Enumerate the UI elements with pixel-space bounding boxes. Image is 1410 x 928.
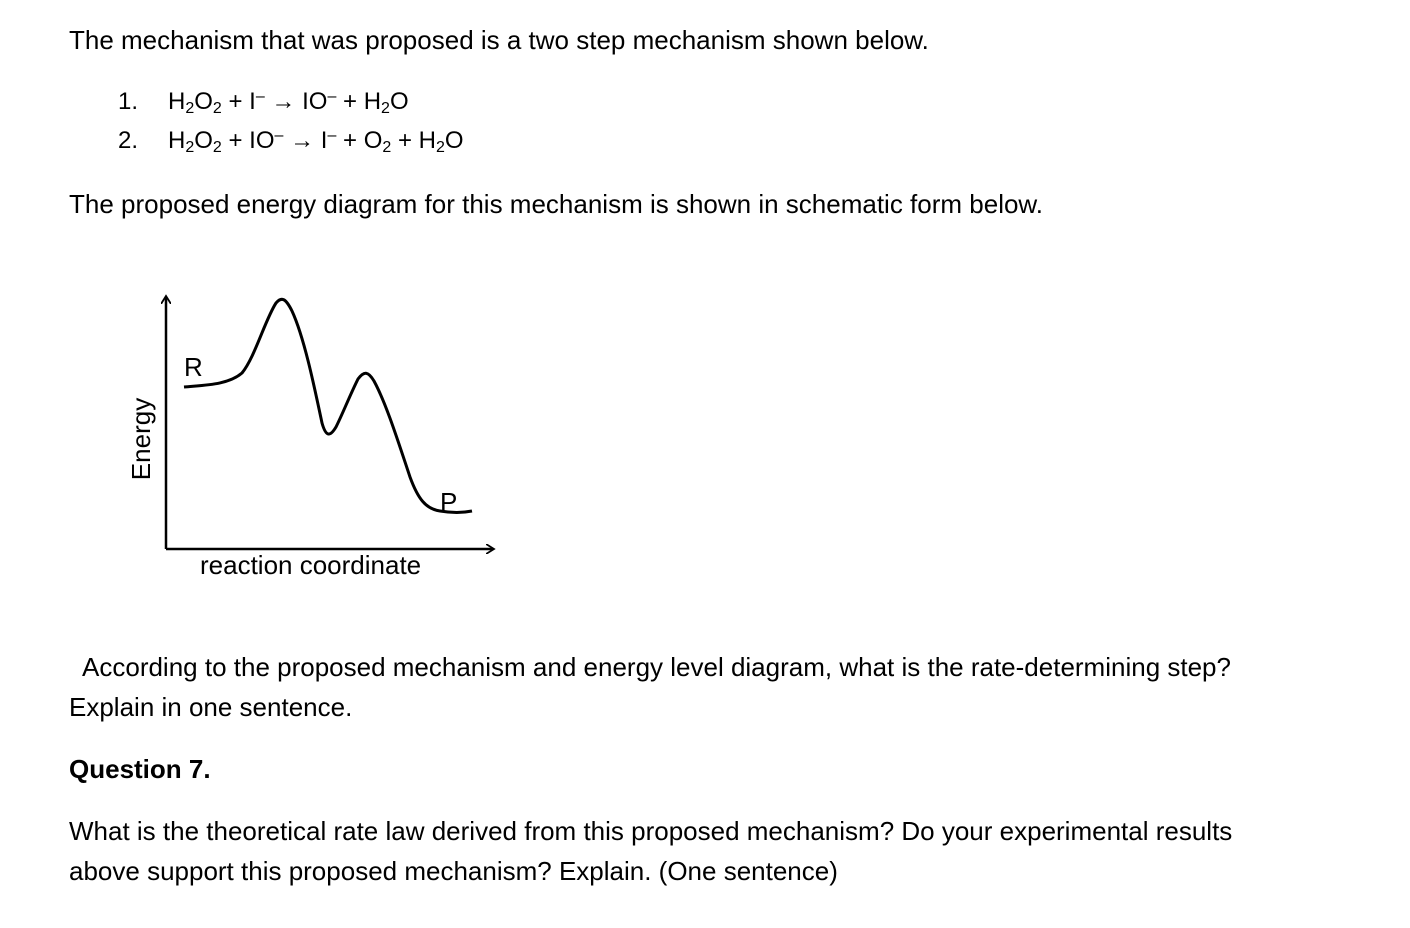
step-number: 1. <box>118 88 139 115</box>
subscript: 2 <box>435 139 445 156</box>
formula-part: O <box>194 127 213 154</box>
reaction-arrow: → <box>264 88 303 115</box>
question7-title: Question 7. <box>69 754 211 784</box>
mechanism-step-2 <box>118 126 464 156</box>
formula-part: + H <box>336 88 382 115</box>
energy-diagram <box>110 285 510 595</box>
formula-part: I <box>320 127 328 154</box>
formula-part: + O <box>336 127 383 154</box>
formula-part: + I <box>221 88 256 115</box>
subscript: 2 <box>212 139 222 156</box>
superscript: – <box>274 127 284 144</box>
formula-part: + H <box>391 127 436 154</box>
formula-part: O <box>194 88 213 115</box>
question6-line2: Explain in one sentence. <box>69 692 353 722</box>
reaction-arrow: → <box>283 127 321 154</box>
energy-curve <box>184 299 472 512</box>
step-number: 2. <box>118 127 139 154</box>
question7-line2: above support this proposed mechanism? Explain. (One sentence) <box>69 856 838 886</box>
reactant-label: R <box>184 352 203 382</box>
y-axis-label: Energy <box>126 397 156 481</box>
formula-part: H <box>168 88 186 115</box>
intro-text: The mechanism that was proposed is a two step mechanism shown below. <box>69 25 929 55</box>
subscript: 2 <box>381 100 390 117</box>
formula-part: IO <box>302 88 328 115</box>
subscript: 2 <box>185 139 195 156</box>
superscript: – <box>255 88 265 105</box>
step-equation <box>168 88 409 115</box>
diagram-intro-text: The proposed energy diagram for this mechanism is shown in schematic form below. <box>69 189 1043 219</box>
question7-line1: What is the theoretical rate law derived from this proposed mechanism? Do your experimental results <box>69 816 1233 846</box>
subscript: 2 <box>382 139 392 156</box>
formula-part: H <box>168 127 186 154</box>
formula-part: + IO <box>221 127 275 154</box>
formula-part: O <box>444 127 464 154</box>
formula-part: O <box>389 88 409 115</box>
product-label: P <box>440 487 458 517</box>
subscript: 2 <box>212 100 222 117</box>
question6-line1: According to the proposed mechanism and energy level diagram, what is the rate-determining step? <box>69 652 1231 682</box>
subscript: 2 <box>185 100 195 117</box>
step-equation <box>168 127 464 154</box>
mechanism-step-1 <box>118 87 409 117</box>
superscript: – <box>327 88 337 105</box>
x-axis-label: reaction coordinate <box>200 550 422 580</box>
superscript: – <box>327 127 337 144</box>
